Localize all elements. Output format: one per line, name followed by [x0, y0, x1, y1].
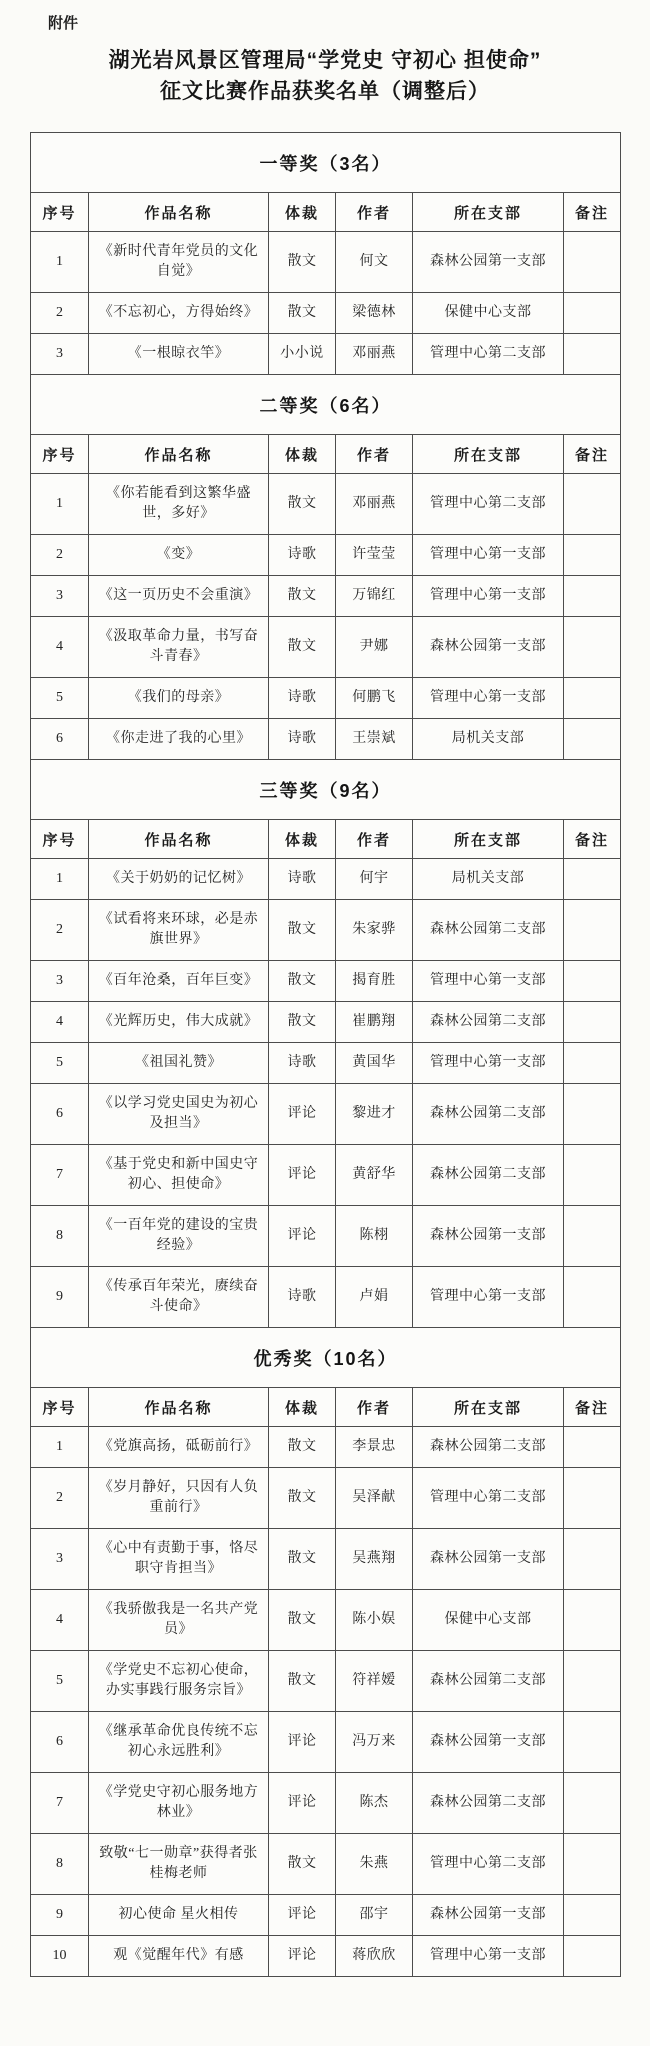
- section-title: 优秀奖（10名）: [31, 1328, 621, 1388]
- cell-note: [564, 900, 621, 961]
- cell-author: 吴泽献: [336, 1468, 413, 1529]
- cell-no: 8: [31, 1834, 89, 1895]
- table-row: [31, 474, 621, 535]
- cell-note: [564, 719, 621, 760]
- cell-author: 卢娟: [336, 1267, 413, 1328]
- table-row: [31, 1002, 621, 1043]
- cell-branch: 森林公园第一支部: [413, 617, 564, 678]
- column-header: 作品名称: [89, 435, 269, 474]
- section-band-row: [31, 375, 621, 435]
- cell-title: 《学党史守初心服务地方林业》: [89, 1773, 269, 1834]
- cell-no: 3: [31, 576, 89, 617]
- table-row: [31, 1427, 621, 1468]
- cell-genre: 评论: [269, 1712, 336, 1773]
- cell-title: 致敬“七一勋章”获得者张桂梅老师: [89, 1834, 269, 1895]
- table-row: [31, 1773, 621, 1834]
- cell-genre: 诗歌: [269, 535, 336, 576]
- column-header: 所在支部: [413, 1388, 564, 1427]
- cell-author: 王崇斌: [336, 719, 413, 760]
- cell-author: 吴燕翔: [336, 1529, 413, 1590]
- column-header: 备注: [564, 435, 621, 474]
- cell-no: 9: [31, 1895, 89, 1936]
- cell-title: 《变》: [89, 535, 269, 576]
- cell-no: 2: [31, 900, 89, 961]
- cell-genre: 评论: [269, 1145, 336, 1206]
- column-header: 序号: [31, 1388, 89, 1427]
- cell-title: 《这一页历史不会重演》: [89, 576, 269, 617]
- cell-note: [564, 859, 621, 900]
- cell-genre: 散文: [269, 1590, 336, 1651]
- cell-title: 《你若能看到这繁华盛世，多好》: [89, 474, 269, 535]
- column-header: 作者: [336, 193, 413, 232]
- table-row: [31, 334, 621, 375]
- cell-title: 《传承百年荣光，赓续奋斗使命》: [89, 1267, 269, 1328]
- cell-title: 《心中有责勤于事，恪尽职守肯担当》: [89, 1529, 269, 1590]
- cell-no: 4: [31, 1002, 89, 1043]
- cell-branch: 森林公园第一支部: [413, 232, 564, 293]
- cell-note: [564, 1427, 621, 1468]
- cell-title: 初心使命 星火相传: [89, 1895, 269, 1936]
- cell-genre: 散文: [269, 961, 336, 1002]
- cell-genre: 评论: [269, 1895, 336, 1936]
- cell-genre: 散文: [269, 474, 336, 535]
- cell-title: 《党旗高扬，砥砺前行》: [89, 1427, 269, 1468]
- table-row: [31, 1043, 621, 1084]
- cell-branch: 保健中心支部: [413, 1590, 564, 1651]
- cell-note: [564, 1895, 621, 1936]
- cell-branch: 局机关支部: [413, 859, 564, 900]
- cell-note: [564, 334, 621, 375]
- cell-branch: 管理中心第一支部: [413, 535, 564, 576]
- column-header: 作品名称: [89, 1388, 269, 1427]
- cell-genre: 散文: [269, 1427, 336, 1468]
- cell-author: 黄国华: [336, 1043, 413, 1084]
- cell-author: 符祥嫒: [336, 1651, 413, 1712]
- cell-branch: 管理中心第一支部: [413, 961, 564, 1002]
- cell-genre: 散文: [269, 293, 336, 334]
- cell-genre: 散文: [269, 1529, 336, 1590]
- award-tables: [30, 132, 620, 1977]
- cell-branch: 管理中心第一支部: [413, 1043, 564, 1084]
- cell-title: 《祖国礼赞》: [89, 1043, 269, 1084]
- column-header: 备注: [564, 820, 621, 859]
- column-header: 作品名称: [89, 193, 269, 232]
- page-title: [30, 45, 620, 107]
- cell-branch: 森林公园第二支部: [413, 900, 564, 961]
- cell-author: 尹娜: [336, 617, 413, 678]
- cell-no: 3: [31, 1529, 89, 1590]
- cell-note: [564, 474, 621, 535]
- cell-genre: 散文: [269, 900, 336, 961]
- cell-title: 《光辉历史，伟大成就》: [89, 1002, 269, 1043]
- cell-author: 万锦红: [336, 576, 413, 617]
- cell-genre: 散文: [269, 576, 336, 617]
- cell-note: [564, 1002, 621, 1043]
- cell-title: 《一根晾衣竿》: [89, 334, 269, 375]
- cell-author: 黎进才: [336, 1084, 413, 1145]
- cell-branch: 管理中心第二支部: [413, 1468, 564, 1529]
- cell-note: [564, 1468, 621, 1529]
- table-row: [31, 293, 621, 334]
- cell-no: 1: [31, 859, 89, 900]
- cell-no: 2: [31, 293, 89, 334]
- cell-author: 朱燕: [336, 1834, 413, 1895]
- cell-title: 《试看将来环球，必是赤旗世界》: [89, 900, 269, 961]
- cell-title: 《学党史不忘初心使命，办实事践行服务宗旨》: [89, 1651, 269, 1712]
- table-row: [31, 1590, 621, 1651]
- cell-genre: 诗歌: [269, 1267, 336, 1328]
- cell-note: [564, 1773, 621, 1834]
- table-row: [31, 1084, 621, 1145]
- section-band-row: [31, 760, 621, 820]
- cell-no: 1: [31, 232, 89, 293]
- table-row: [31, 859, 621, 900]
- section-title: 三等奖（9名）: [31, 760, 621, 820]
- cell-no: 3: [31, 334, 89, 375]
- cell-no: 1: [31, 1427, 89, 1468]
- cell-author: 黄舒华: [336, 1145, 413, 1206]
- column-header: 作者: [336, 435, 413, 474]
- cell-note: [564, 961, 621, 1002]
- cell-title: 《以学习党史国史为初心及担当》: [89, 1084, 269, 1145]
- cell-genre: 诗歌: [269, 719, 336, 760]
- column-header: 体裁: [269, 193, 336, 232]
- cell-no: 4: [31, 1590, 89, 1651]
- cell-author: 揭育胜: [336, 961, 413, 1002]
- cell-no: 10: [31, 1936, 89, 1977]
- cell-genre: 评论: [269, 1084, 336, 1145]
- cell-note: [564, 678, 621, 719]
- cell-no: 7: [31, 1773, 89, 1834]
- cell-author: 蒋欣欣: [336, 1936, 413, 1977]
- cell-no: 3: [31, 961, 89, 1002]
- cell-author: 朱家骅: [336, 900, 413, 961]
- cell-branch: 管理中心第一支部: [413, 576, 564, 617]
- column-header: 序号: [31, 193, 89, 232]
- column-header-row: [31, 193, 621, 232]
- cell-note: [564, 232, 621, 293]
- cell-genre: 评论: [269, 1206, 336, 1267]
- column-header: 序号: [31, 820, 89, 859]
- cell-genre: 诗歌: [269, 859, 336, 900]
- cell-note: [564, 535, 621, 576]
- cell-no: 2: [31, 1468, 89, 1529]
- table-row: [31, 900, 621, 961]
- cell-title: 《我骄傲我是一名共产党员》: [89, 1590, 269, 1651]
- cell-branch: 森林公园第二支部: [413, 1084, 564, 1145]
- cell-author: 许莹莹: [336, 535, 413, 576]
- cell-branch: 保健中心支部: [413, 293, 564, 334]
- table-row: [31, 961, 621, 1002]
- table-row: [31, 1145, 621, 1206]
- table-row: [31, 535, 621, 576]
- column-header: 备注: [564, 1388, 621, 1427]
- column-header: 所在支部: [413, 193, 564, 232]
- cell-author: 陈栩: [336, 1206, 413, 1267]
- cell-note: [564, 617, 621, 678]
- cell-title: 《岁月静好，只因有人负重前行》: [89, 1468, 269, 1529]
- cell-note: [564, 1834, 621, 1895]
- section-title: 一等奖（3名）: [31, 133, 621, 193]
- cell-title: 《百年沧桑，百年巨变》: [89, 961, 269, 1002]
- cell-note: [564, 576, 621, 617]
- table-row: [31, 1936, 621, 1977]
- cell-genre: 散文: [269, 617, 336, 678]
- table-row: [31, 1712, 621, 1773]
- table-row: [31, 232, 621, 293]
- cell-author: 邓丽燕: [336, 474, 413, 535]
- attachment-label: 附件: [48, 15, 79, 32]
- cell-title: 《汲取革命力量，书写奋斗青春》: [89, 617, 269, 678]
- cell-author: 梁德林: [336, 293, 413, 334]
- column-header-row: [31, 435, 621, 474]
- cell-genre: 散文: [269, 1651, 336, 1712]
- table-row: [31, 1529, 621, 1590]
- cell-author: 冯万来: [336, 1712, 413, 1773]
- cell-note: [564, 1206, 621, 1267]
- cell-branch: 森林公园第二支部: [413, 1145, 564, 1206]
- cell-note: [564, 1651, 621, 1712]
- cell-author: 何文: [336, 232, 413, 293]
- cell-author: 陈小娱: [336, 1590, 413, 1651]
- table-row: [31, 1468, 621, 1529]
- column-header-row: [31, 820, 621, 859]
- section-band-row: [31, 133, 621, 193]
- cell-title: 《一百年党的建设的宝贵经验》: [89, 1206, 269, 1267]
- cell-branch: 森林公园第二支部: [413, 1427, 564, 1468]
- table-row: [31, 678, 621, 719]
- cell-no: 6: [31, 1712, 89, 1773]
- table-row: [31, 1206, 621, 1267]
- column-header: 备注: [564, 193, 621, 232]
- column-header: 作品名称: [89, 820, 269, 859]
- table-row: [31, 617, 621, 678]
- cell-author: 何鹏飞: [336, 678, 413, 719]
- table-row: [31, 1651, 621, 1712]
- cell-note: [564, 1267, 621, 1328]
- column-header: 体裁: [269, 435, 336, 474]
- cell-no: 2: [31, 535, 89, 576]
- cell-no: 8: [31, 1206, 89, 1267]
- cell-branch: 管理中心第二支部: [413, 474, 564, 535]
- cell-genre: 评论: [269, 1773, 336, 1834]
- cell-branch: 管理中心第一支部: [413, 678, 564, 719]
- cell-genre: 诗歌: [269, 1043, 336, 1084]
- column-header: 体裁: [269, 820, 336, 859]
- cell-author: 陈杰: [336, 1773, 413, 1834]
- cell-author: 邓丽燕: [336, 334, 413, 375]
- cell-title: 观《觉醒年代》有感: [89, 1936, 269, 1977]
- column-header-row: [31, 1388, 621, 1427]
- cell-title: 《关于奶奶的记忆树》: [89, 859, 269, 900]
- column-header: 所在支部: [413, 435, 564, 474]
- award-table-section-1: [30, 132, 621, 375]
- table-row: [31, 576, 621, 617]
- cell-note: [564, 1529, 621, 1590]
- cell-author: 邵宇: [336, 1895, 413, 1936]
- award-table-section-3: [30, 759, 621, 1328]
- award-table-section-4: [30, 1327, 621, 1977]
- page-title-line1: 湖光岩风景区管理局“学党史 守初心 担使命”: [108, 49, 542, 72]
- column-header: 所在支部: [413, 820, 564, 859]
- column-header: 作者: [336, 820, 413, 859]
- cell-no: 7: [31, 1145, 89, 1206]
- column-header: 作者: [336, 1388, 413, 1427]
- cell-branch: 管理中心第二支部: [413, 334, 564, 375]
- cell-note: [564, 1043, 621, 1084]
- cell-note: [564, 293, 621, 334]
- cell-branch: 森林公园第一支部: [413, 1712, 564, 1773]
- cell-note: [564, 1590, 621, 1651]
- table-row: [31, 1267, 621, 1328]
- cell-branch: 森林公园第二支部: [413, 1651, 564, 1712]
- cell-no: 5: [31, 1043, 89, 1084]
- cell-genre: 散文: [269, 1834, 336, 1895]
- cell-note: [564, 1712, 621, 1773]
- cell-note: [564, 1145, 621, 1206]
- cell-genre: 散文: [269, 1468, 336, 1529]
- cell-author: 何宇: [336, 859, 413, 900]
- page-title-line2: 征文比赛作品获奖名单（调整后）: [160, 80, 490, 103]
- cell-branch: 管理中心第二支部: [413, 1834, 564, 1895]
- cell-genre: 小小说: [269, 334, 336, 375]
- cell-genre: 诗歌: [269, 678, 336, 719]
- column-header: 体裁: [269, 1388, 336, 1427]
- cell-title: 《新时代青年党员的文化自觉》: [89, 232, 269, 293]
- cell-title: 《继承革命优良传统不忘初心永远胜利》: [89, 1712, 269, 1773]
- cell-no: 9: [31, 1267, 89, 1328]
- cell-no: 1: [31, 474, 89, 535]
- cell-no: 5: [31, 678, 89, 719]
- cell-branch: 森林公园第二支部: [413, 1002, 564, 1043]
- table-row: [31, 1895, 621, 1936]
- cell-branch: 管理中心第一支部: [413, 1267, 564, 1328]
- column-header: 序号: [31, 435, 89, 474]
- cell-note: [564, 1084, 621, 1145]
- cell-branch: 森林公园第一支部: [413, 1529, 564, 1590]
- cell-no: 5: [31, 1651, 89, 1712]
- cell-branch: 管理中心第一支部: [413, 1936, 564, 1977]
- cell-title: 《不忘初心，方得始终》: [89, 293, 269, 334]
- cell-author: 李景忠: [336, 1427, 413, 1468]
- cell-genre: 散文: [269, 1002, 336, 1043]
- cell-branch: 森林公园第二支部: [413, 1773, 564, 1834]
- table-row: [31, 1834, 621, 1895]
- table-row: [31, 719, 621, 760]
- award-table-section-2: [30, 374, 621, 760]
- cell-title: 《我们的母亲》: [89, 678, 269, 719]
- cell-no: 6: [31, 719, 89, 760]
- cell-genre: 评论: [269, 1936, 336, 1977]
- cell-branch: 森林公园第一支部: [413, 1895, 564, 1936]
- cell-branch: 森林公园第一支部: [413, 1206, 564, 1267]
- cell-title: 《你走进了我的心里》: [89, 719, 269, 760]
- cell-title: 《基于党史和新中国史守初心、担使命》: [89, 1145, 269, 1206]
- cell-no: 6: [31, 1084, 89, 1145]
- cell-no: 4: [31, 617, 89, 678]
- cell-author: 崔鹏翔: [336, 1002, 413, 1043]
- cell-genre: 散文: [269, 232, 336, 293]
- section-title: 二等奖（6名）: [31, 375, 621, 435]
- cell-note: [564, 1936, 621, 1977]
- cell-branch: 局机关支部: [413, 719, 564, 760]
- section-band-row: [31, 1328, 621, 1388]
